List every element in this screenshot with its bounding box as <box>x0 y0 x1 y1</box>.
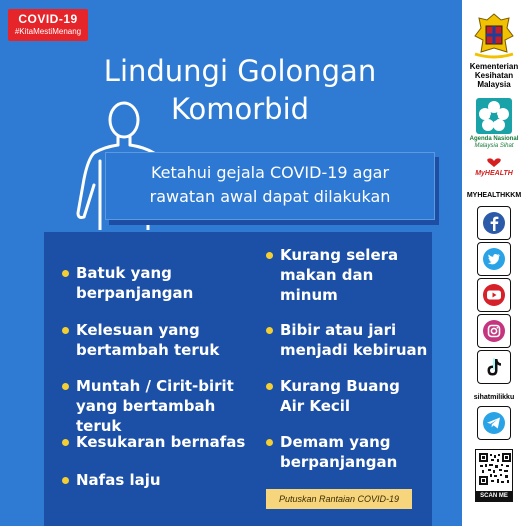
symptom-item: Batuk yang berpanjangan <box>62 263 262 303</box>
symptom-item: Kelesuan yang bertambah teruk <box>62 320 262 360</box>
sidebar <box>462 0 526 526</box>
telegram-icon <box>482 411 506 435</box>
tip-banner <box>105 152 435 220</box>
myhealth-logo: MyHEALTH <box>474 158 514 184</box>
twitter-button[interactable] <box>477 242 511 276</box>
facebook-button[interactable] <box>477 206 511 240</box>
badge-hashtag: #KitaMestiMenang <box>14 27 82 36</box>
scan-me-label: SCAN ME <box>475 491 513 502</box>
panel-bottom <box>44 513 432 526</box>
instagram-button[interactable] <box>477 314 511 348</box>
title-line-2: Komorbid <box>170 92 310 126</box>
symptom-item: Kurang Buang Air Kecil <box>266 376 462 416</box>
myhealth-label: MYHEALTHKKM <box>466 192 522 199</box>
tiktok-button[interactable] <box>477 350 511 384</box>
symptom-item: Demam yang berpanjangan <box>266 432 462 472</box>
facebook-icon <box>482 211 506 235</box>
tip-line-2: rawatan awal dapat dilakukan <box>149 187 391 206</box>
symptom-item: Nafas laju <box>62 470 262 490</box>
footer-tagline: Putuskan Rantaian COVID-19 <box>266 489 412 509</box>
qr-code[interactable] <box>475 449 513 493</box>
symptom-item: Bibir atau jari menjadi kebiruan <box>266 320 462 360</box>
youtube-button[interactable] <box>477 278 511 312</box>
social-handle: sihatmilikku <box>473 394 515 401</box>
instagram-icon <box>482 319 506 343</box>
youtube-icon <box>482 283 506 307</box>
telegram-button[interactable] <box>477 406 511 440</box>
badge-title: COVID-19 <box>18 12 78 26</box>
ministry-label: Kementerian Kesihatan Malaysia <box>469 62 519 89</box>
title-line-1: Lindungi Golongan <box>103 54 377 88</box>
symptom-item: Kurang selera makan dan minum <box>266 245 462 305</box>
covid-badge <box>8 9 88 41</box>
tip-line-1: Ketahui gejala COVID-19 agar <box>150 163 390 182</box>
heart-icon <box>486 158 502 168</box>
tiktok-icon <box>482 355 506 379</box>
agenda-label: Agenda Nasional Malaysia Sihat <box>469 136 519 149</box>
symptom-item: Muntah / Cirit-birit yang bertambah teruk <box>62 376 262 436</box>
qr-code-icon <box>479 453 511 485</box>
twitter-icon <box>482 247 506 271</box>
malaysia-crest-icon <box>471 10 517 60</box>
hibiscus-logo-icon <box>476 98 512 134</box>
symptom-item: Kesukaran bernafas <box>62 432 262 452</box>
